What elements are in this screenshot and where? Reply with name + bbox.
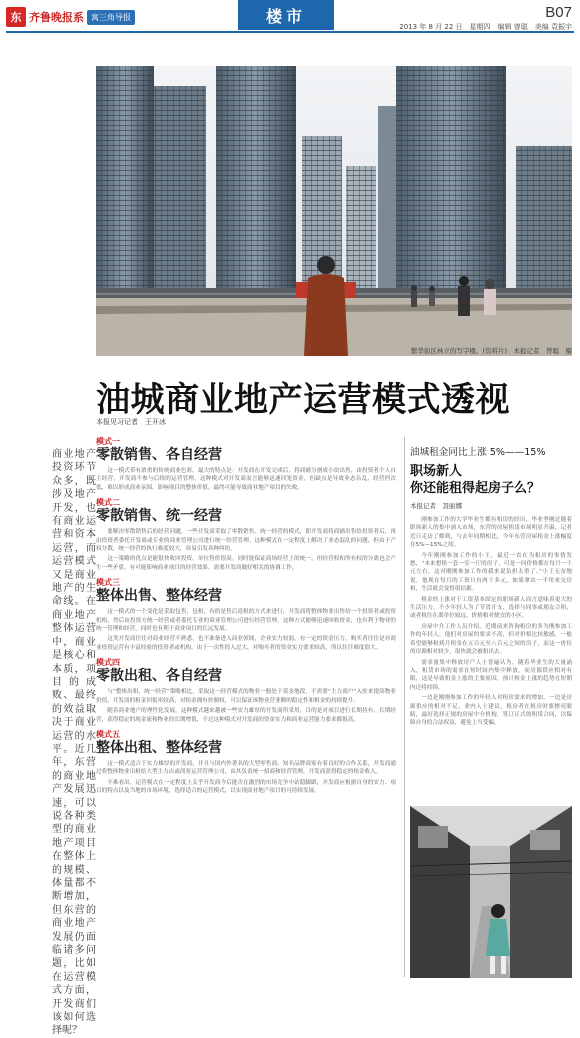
mode-paragraph: 要解决零散销售后的经营问题，一些开发商采取了零散销售、统一经营的模式，即开发商将商铺出售给投资者后，再由投资者委托开发商或专业的商业管理公司进行统一经营管理。这种模式在一定程度上解决了业态混乱的问题，但由于产权分散，统一经营的执行难度较大，容易引发各种纠纷。 bbox=[96, 529, 396, 553]
header-divider bbox=[6, 31, 574, 33]
rental-title-line2: 你还能租得起房子么？ bbox=[410, 481, 541, 496]
mode-paragraph: 这类开发商往往对商业经营不熟悉，也不准备进入商业领域，企业实力较弱，有一定的资金压力，购买者往往是对商业投资运营有丰富经验的投资者或机构。由于一次性投入过大，对购买者的资金实力要求较高，所以往往难度很大。 bbox=[96, 636, 396, 651]
mode-section bbox=[96, 730, 396, 796]
alley-photo bbox=[410, 806, 572, 978]
mode-paragraph: 随着商业地产的理性化发展，这种模式越来越被一些实力雄厚的开发商所采用，目的是对项目进行长期持有、长期经营，获得稳定的现金流和物业的长期增值，不过这种模式对开发商的资金实力和商业运营能力要求都很高。 bbox=[96, 708, 396, 723]
rental-paragraph: 房屋中介工作人员介绍，近期前来咨询租房的多为刚参加工作的年轻人，他们对房屋的要求不高，但对价格比较敏感，一般希望能够租到月租金在五百元至八百元之间的房子，而这一价位的房源相对较少，很快就会被租出去。 bbox=[410, 623, 572, 656]
main-article bbox=[96, 437, 396, 802]
column-divider bbox=[404, 437, 405, 977]
mode-paragraph: 这一模式适合于实力雄厚的开发商，并且与国内外著名的大型零售商、知名品牌商家有着良好的合作关系，开发商通过将整体物业出租给大型主力店或商业运营管理公司，由其负责统一招商和经营管理，开发商获得稳定的租金收入。 bbox=[96, 760, 396, 776]
page-header bbox=[0, 0, 580, 36]
mode-label: 模式五 bbox=[96, 729, 120, 739]
intro-column: 商业地产投资环节众多，既涉及地产开发，也有商业运营和资本运营，而运营模式又是商业地产的生命线。在商业地产整体运营中，商业是核心和本质，项目的成败、最终的效益取决于商业运营的水平。近几年，东营的商业地产发展迅速，可以说各种类型的商业地产项目在整体上的规模、体量都不断增加，但东营的商业地产发展仍面临诸多问题，比如在运营模式方面，开发商们该如何选择呢？ bbox=[52, 449, 96, 1037]
rental-paragraph: 刚参加工作的大学毕业生都有租房的经历，毕业季刚过随着职场新人的集中涌入市场，东营的房屋租赁市场明显升温，记者近日走访了解到，与去年同期相比，今年东营房屋租金上涨幅度在5%—15%之间。 bbox=[410, 517, 572, 549]
mode-paragraph: 这一模式的一个变化是采取包售、包租，有的是售后返租的方式来进行，开发商将整体物业出售给一个投资者或投资机构，然后由投资方统一经营或者委托专业的商业管理公司进行经营管理。这种方式能够迅速回收资金，也有利于物业的统一管理和经营，同时也有利于商业项目的长远发展。 bbox=[96, 609, 396, 633]
rental-paragraph: 今年刚刚参加工作的小王，最近一直在为租房的事情发愁，“本来想租一套一室一厅的房子，可是一问价格都在每月一千元左右，这对刚刚参加工作的我来说负担太重了。”小王无奈地说，他现在每月的工资只有两千多元，如果拿出一半用来交房租，生活就会变得很拮据。 bbox=[410, 552, 572, 593]
rental-subheadline: 油城租金同比上涨 5%——15% bbox=[410, 447, 546, 458]
office-towers-photo bbox=[96, 66, 572, 356]
main-byline: 本报见习记者 王开冰 bbox=[96, 418, 166, 426]
mode-title: 整体出售、整体经营 bbox=[96, 588, 222, 605]
mode-title: 零散出租、各自经营 bbox=[96, 668, 222, 685]
mode-label: 模式二 bbox=[96, 498, 120, 508]
main-headline: 油城商业地产运营模式透视 bbox=[96, 380, 510, 420]
rental-title-line1: 职场新人 bbox=[410, 464, 463, 479]
mode-section bbox=[96, 578, 396, 652]
mode-section bbox=[96, 498, 396, 572]
alley-illustration bbox=[410, 806, 572, 978]
newspaper-logo bbox=[6, 6, 135, 28]
logo-badge: 寓三角导报 bbox=[87, 10, 135, 25]
logo-mark-icon: 东 bbox=[6, 7, 26, 27]
mode-section bbox=[96, 437, 396, 492]
photo-caption: 繁华街区林立的写字楼。(资料片) 本报记者 曾聪 摄 bbox=[410, 347, 572, 355]
photo-illustration bbox=[96, 66, 572, 356]
mode-label: 模式三 bbox=[96, 578, 120, 588]
section-title: 楼市 bbox=[238, 0, 334, 30]
page-number: B07 bbox=[545, 4, 572, 21]
mode-paragraph: 不难看出，运营模式在一定程度上关乎开发商今后能否在激烈的市场竞争中站稳脚跟，开发商应根据自身的实力、项目的特点以及当地的市场环境，选择适合的运营模式，以实现商业地产项目的可持续发展。 bbox=[96, 779, 396, 795]
mode-title: 零散销售、统一经营 bbox=[96, 508, 222, 525]
rental-article bbox=[410, 447, 572, 730]
mode-label: 模式四 bbox=[96, 658, 120, 668]
mode-paragraph: 与“整体出租、统一经营”策略相比，采取这一经营模式的物业一般处于黄金地段，不需要“主力商户”入驻来提高物业价值，开发商的租金回报率较高，对租金拥有控制权，可以保证该物业营业额的稳定性和租金的持续提升。 bbox=[96, 689, 396, 704]
mode-section bbox=[96, 658, 396, 724]
logo-text: 齐鲁晚报系 bbox=[29, 11, 84, 24]
mode-title: 整体出租、整体经营 bbox=[96, 739, 222, 756]
dateline: 2013 年 8 月 22 日 星期四 编辑 曾聪 美编 袁振宇 bbox=[399, 23, 572, 31]
mode-label: 模式一 bbox=[96, 437, 120, 446]
rental-paragraph: 需求量集中释放房产人士普遍认为，随着毕业生的大量涌入，租赁市场的需求在短时间内集中释放，而房源供应相对有限，这是导致租金上涨的主要原因，预计租金上涨的趋势在短期内还将持续。 bbox=[410, 659, 572, 691]
rental-paragraph: 一边是刚刚参加工作的年轻人对租房需求的增加，一边是房源供应的相对不足，业内人士建议，租房者在租房时要擦亮眼睛，最好选择正规的房屋中介机构，签订正式的租赁合同，以保障自身的合法权益，避免上当受骗。 bbox=[410, 695, 572, 727]
mode-paragraph: 这一模式带有浓重的传统商业色彩，最大的特点是：开发商在开发完成后，将商铺分割成小块出售，由投资者个人自主经营，开发商不参与后续的运营管理。这种模式对开发商而言能够迅速回笼资金，但缺点是导致业态杂乱、经营档次低，难以形成商业氛围，影响项目的整体价值，最终可能导致商业地产项目的失败。 bbox=[96, 468, 396, 491]
rental-paragraph: 租金的上涨对于工资基本固定的职场新人而言意味着更大的生活压力，不少年轻人为了节省开支，选择与同事或朋友合租，或者租住在离单位较远、价格相对便宜的小区。 bbox=[410, 596, 572, 620]
mode-paragraph: 这一策略的优点是能很快收回投资，单位售价很高。同时能保证商场经营上的统一，但经营权和所有权的分离也会产生一些矛盾，有可能影响商业项目的经营效果，需要开发商做好相关的协调工作。 bbox=[96, 556, 396, 571]
rental-byline: 本报记者 聂丽娜 bbox=[410, 502, 462, 510]
mode-title: 零散销售、各自经营 bbox=[96, 447, 222, 463]
